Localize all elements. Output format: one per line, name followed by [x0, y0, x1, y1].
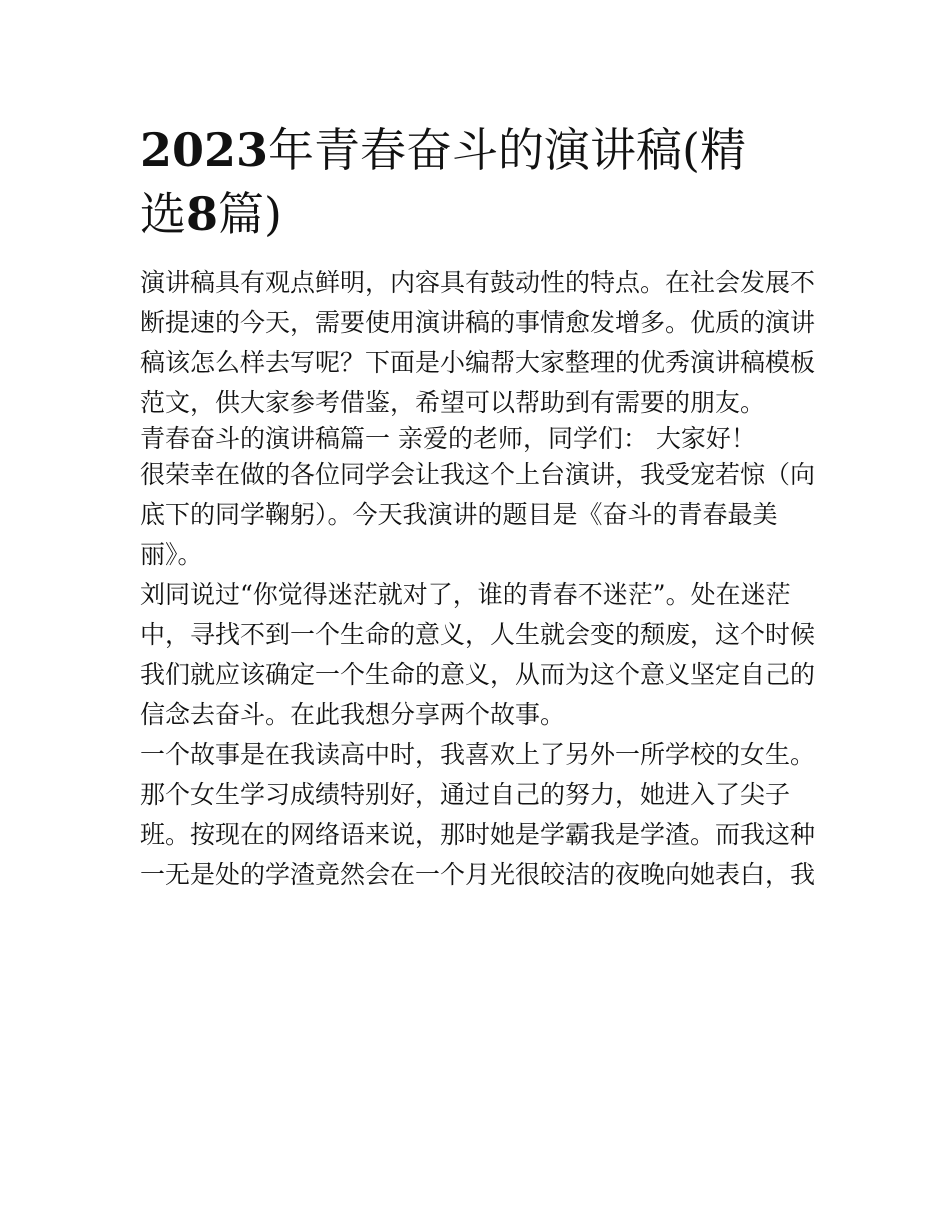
body-line: 一无是处的学渣竟然会在一个月光很皎洁的夜晚向她表白，我 — [140, 860, 816, 889]
body-line: 信念去奋斗。在此我想分享两个故事。 — [140, 700, 566, 729]
body-line: 一个故事是在我读高中时，我喜欢上了另外一所学校的女生。 — [140, 740, 816, 769]
title-text-2b: 篇) — [218, 187, 282, 241]
title-year: 2023 — [140, 123, 269, 177]
body-line: 中，寻找不到一个生命的意义，人生就会变的颓废，这个时候 — [140, 620, 816, 649]
body-line: 断提速的今天，需要使用演讲稿的事情愈发增多。优质的演讲 — [140, 308, 816, 337]
body-line: 那个女生学习成绩特别好，通过自己的努力，她进入了尖子 — [140, 780, 791, 809]
body-line: 底下的同学鞠躬）。今天我演讲的题目是《奋斗的青春最美 — [140, 500, 778, 529]
body-line: 我们就应该确定一个生命的意义，从而为这个意义坚定自己的 — [140, 660, 816, 689]
body-line: 很荣幸在做的各位同学会让我这个上台演讲，我受宠若惊（向 — [140, 460, 816, 489]
title-text-2a: 选 — [140, 187, 186, 241]
title-line-2 — [140, 182, 820, 246]
body-line: 稿该怎么样去写呢？下面是小编帮大家整理的优秀演讲稿模板 — [140, 348, 816, 377]
body-line: 范文，供大家参考借鉴，希望可以帮助到有需要的朋友。 — [140, 388, 766, 417]
document-page — [140, 118, 820, 895]
body-line: 丽》。 — [140, 540, 203, 569]
title-text-1: 年青春奋斗的演讲稿(精 — [268, 123, 746, 177]
document-body — [140, 263, 820, 895]
body-line: 演讲稿具有观点鲜明，内容具有鼓动性的特点。在社会发展不 — [140, 268, 816, 297]
body-line: 青春奋斗的演讲稿篇一 亲爱的老师，同学们： 大家好！ — [140, 424, 756, 453]
document-title — [140, 118, 820, 246]
title-count: 8 — [186, 187, 219, 241]
body-line: 刘同说过“你觉得迷茫就对了，谁的青春不迷茫”。处在迷茫 — [140, 580, 791, 609]
title-line-1 — [140, 118, 820, 182]
body-line: 班。按现在的网络语来说，那时她是学霸我是学渣。而我这种 — [140, 820, 816, 849]
